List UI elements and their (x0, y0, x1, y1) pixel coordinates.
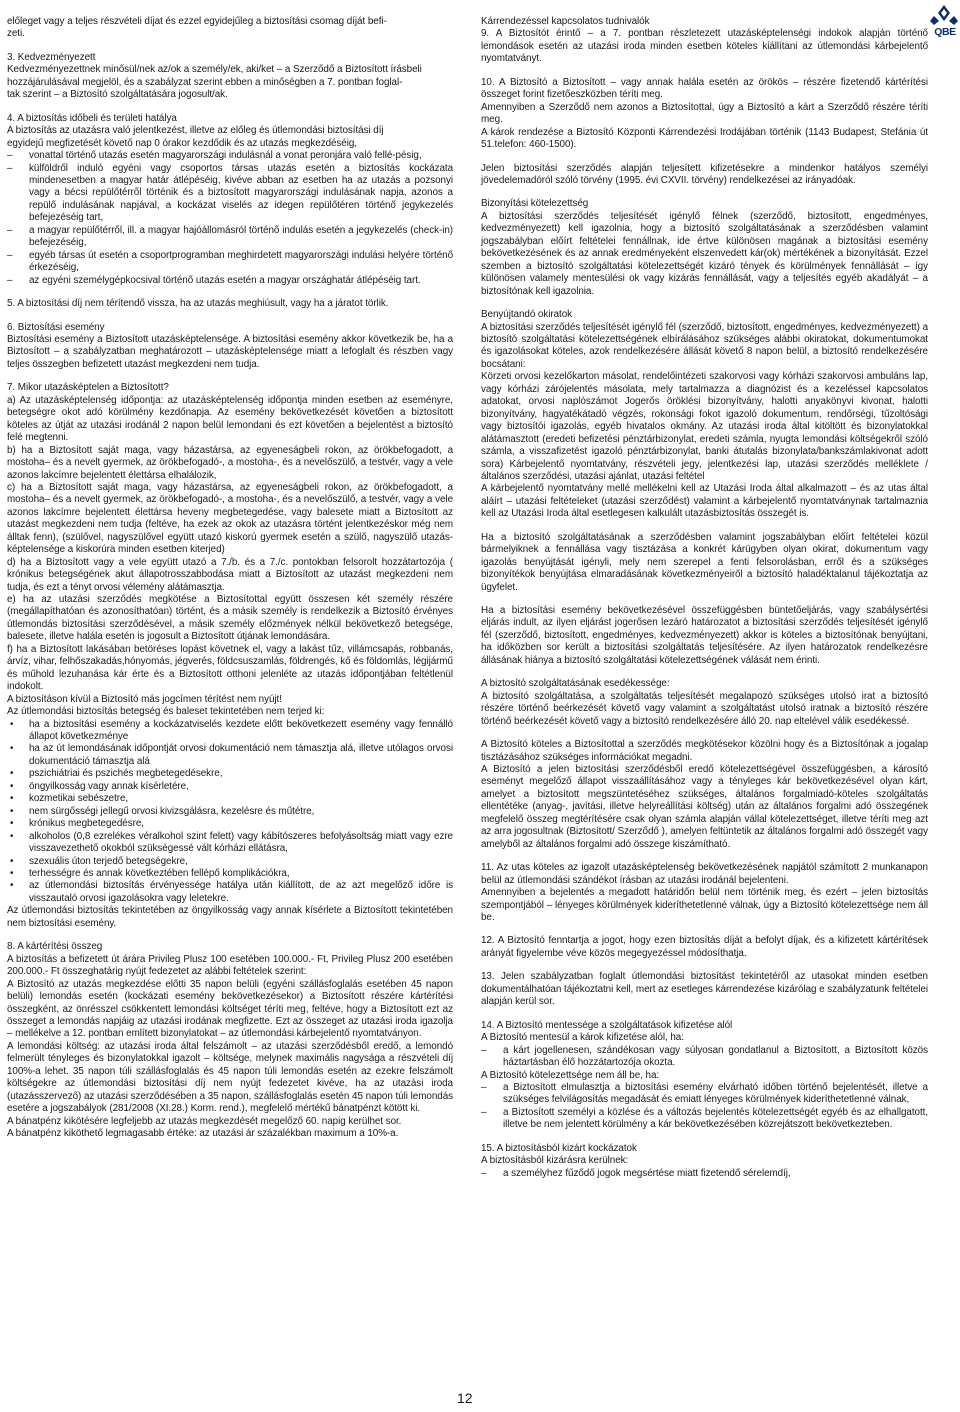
section-4-line: egyidejű megfizetését követő nap 0 órakor kezdődik és az utazás megkezdéséig, (7, 137, 357, 149)
section-7-item: c) ha a Biztosított saját maga, vagy házastársa, az egyeneságbeli rokon, az örökbefogadott, a mostoha– és a nevelt gyermek, az örökbefogadó-, a mostoha-, és a nevelőszülő, a testvér, vagy a vele azonos lakcímre bejelentett élettársa heveny megbetegedése, vagy balesete miatt a Biztosított az utazást megkezdeni nem tudja (feltéve, ha ezek az okok az utazásra történt jelentkezéskor még nem álltak fenn), (szülővel, nagyszülővel együtt utazó kiskorú gyermek esetén a szülő, nagyszülő utazás-képtelensége a kiskorúra minden esetben kiterjed) (7, 481, 453, 556)
section-11-para: Amennyiben a bejelentés a megadott határidőn belül nem történik meg, és ezért – jelen biztosítás szempontjából – lényeges körülmények kideríthetetlenné válnak, úgy a Biztosító kötelezettsége nem áll be. (481, 887, 928, 923)
section-14-list-2 (481, 1082, 928, 1132)
documents-para: A kárbejelentő nyomtatvány mellé mellékelni kell az Utazási Iroda által alkalmazott – és az utas által aláírt – utazási feltételeket (utazási szerződést) valamint a kárbejelentő nyomtatványnak tartalmaznia kell az Utazási Iroda által esetlegesen kalkulált utazásbiztosítás összegét is. (481, 483, 928, 520)
section-8 (7, 941, 453, 1140)
exclusions (7, 694, 453, 931)
exclusions-title: Az útlemondási biztosítás betegség és baleset tekintetében nem terjed ki: (7, 706, 325, 718)
page-number: 12 (457, 1390, 473, 1406)
documents-para: Körzeti orvosi kezelőkarton másolat, rendelőintézeti szakorvosi vagy kórházi szakorvosi ambuláns lap, vagy kórházi zárójelentés másolata, mely tartalmazza a diagnózist és a kezeléssel kapcsolatos adatokat, orvosi naplószámot Jogerős öröklési bizonyítvány, halotti anyakönyvi kivonat, halotti bizonyítvány, hagyatékátadó végzés, rokonsági fokot igazoló dokumentum, rendőrségi, tűzoltósági vagy biztosítói igazolás, egyéb hivatalos okmány. Az utazási iroda által kitöltött és bizonylatokkal alátámasztott (eredeti befizetési pénztárbizonylat, eredeti számla, nyugta lemondási költségekről szóló számla, a visszafizetést igazoló pénztárbizonylat, banki átutalás bizonylata/bankszámlakivonat adott sora) Kárbejelentő nyomtatvány, részvételi jegy, jelentkezési lap, utazási szerződés melléklete / általános szerződési, utazási ajánlat, utazási feltétel (481, 371, 928, 482)
section-4-title: 4. A biztosítás időbeli és területi hatálya (7, 112, 177, 124)
list-item: – a magyar repülőtérről, ill. a magyar hajóállomásról történő indulás esetén a jegykezelés (check-in) befejezéséig, (7, 225, 453, 250)
section-14 (481, 1020, 928, 1132)
list-item: • terhességre és annak következtében fellépő komplikációkra, (7, 868, 453, 880)
proof-title: Bizonyítási kötelezettség (481, 198, 589, 210)
tax-law-note: Jelen biztosítási szerződés alapján teljesített kifizetésekre a mindenkor hatályos személyi jövedelemadóról szóló törvény (1995. évi CXVII. törvény) rendelkezései az irányadóak. (481, 162, 928, 186)
claims-title: Kárrendezéssel kapcsolatos tudnivalók (481, 16, 650, 27)
list-item: – az egyéni személygépkocsival történő utazás esetén a magyar országhatár átlépéséig tart. (7, 275, 453, 287)
section-14-title: 14. A Biztosító mentessége a szolgáltatások kifizetése alól (481, 1019, 733, 1031)
section-7-item: e) ha az utazási szerződés megkötése a Biztosítottal együtt összesen két személy részére (megállapíthatóan és azonosíthatóan) történt, és a másik személy is rendelkezik a Biztosító érvényes útlemondás biztosítási szerződésével, a másik személy előzmények nélkül bekövetkező betegsége, balesete, illetve halála esetén is jogosult a Biztosított útjának lemondására. (7, 594, 453, 643)
section-6-title: 6. Biztosítási esemény (7, 321, 105, 333)
section-3-line: Kedvezményezettnek minősül/nek az/ok a személy/ek, aki/ket – a Szerződő a Biztosított írásbeli (7, 64, 422, 76)
due-body: A biztosító szolgáltatása, a szolgáltatás teljesítését megalapozó szükséges utolsó irat a biztosító részére történő beérkezését követő vagy valamint a szolgáltatást utolsó iratnak a biztosító részére történő beérkezését követő vagy a biztosító rendelkezésére álló 20. nap eltelével válik esedékessé. (481, 690, 928, 727)
section-6 (7, 322, 453, 372)
section-3-line: tak szerint – a Biztosító szolgáltatására jogosult/ak. (7, 89, 228, 101)
section-8-title: 8. A kártérítési összeg (7, 941, 103, 953)
list-item: – a személyhez fűződő jogok megsértése miatt fizetendő sérelemdíj, (481, 1168, 928, 1180)
section-13: 13. Jelen szabályzatban foglalt útlemondási biztosítást tekintetéről az utasokat minden esetben dokumentálhatóan tájékoztatni kell, mert az esetleges kárrendezése kizárólag e szabályzatunk feltételei alapján kerül sor. (481, 971, 928, 1008)
due-title: A biztosító szolgáltatásának esedékessége: (481, 678, 670, 690)
section-11-para: 11. Az utas köteles az igazolt utazásképtelenség bekövetkezésének napjától számított 2 munkanapon belül az útlemondási szándékot írásban az utazási irodánál bejelenteni. (481, 862, 928, 886)
list-item: • ha az út lemondásának időpontját orvosi dokumentáció nem támasztja alá, illetve utólagos orvosi dokumentáció támasztja alá (7, 743, 453, 768)
documents-extra-para: Ha a biztosítási esemény bekövetkezésével összefüggésben büntetőeljárás, vagy szabálysértési eljárás indult, az ilyen eljárást jogerősen lezáró határozatot a biztosítási szerződés teljesítését igénylő fél (szerződő, biztosított, engedményes, kedvezményezett) akkor is köteles a biztosítónak benyújtani, ha időközben sor került a biztosítási szolgáltatás teljesítésére. Az ilyen határozatok rendelkezésre állásának hiánya a biztosító szolgáltatási kötelezettségének válását nem érinti. (481, 605, 928, 666)
section-7 (7, 382, 453, 693)
section-3 (7, 52, 453, 102)
list-item: – egyéb társas út esetén a csoportprogramban meghirdetett magyarországi indulási helyére történő érkezéséig, (7, 250, 453, 275)
section-15-title: A biztosításból kizárásra kerülnek: (481, 1155, 629, 1167)
section-10-para: A károk rendezése a Biztosító Központi Kárrendezési Irodájában történik (1143 Budapest, Stefánia út 51.telefon: 460-1500). (481, 126, 928, 151)
list-item: – a Biztosított elmulasztja a biztosítási esemény elvárható időben történő bejelentését, illetve a szükséges felvilágosítás megadását és emiatt lényeges körülmények kideríthetetlenné válnak, (481, 1082, 928, 1107)
list-item: • kozmetikai sebészetre, (7, 793, 453, 805)
section-4-line: A biztosítás az utazásra való jelentkezést, illetve az előleg és útlemondási biztosítási díj (7, 125, 384, 137)
list-item: – a Biztosított személyi a közlése és a változás bejelentés kötelezettségét egyéb és az elhallgatott, illetve be nem jelentett körülmény a kár bekövetkezésében közrejátszott bekövetkezteben. (481, 1107, 928, 1132)
inquiry-para: A Biztosító köteles a Biztosítottal a szerződés megkötésekor közölni hogy és a Biztosítónak a jogalap tisztázásához szükséges információkat megadni. (481, 739, 928, 763)
section-8-para: A Biztosító az utazás megkezdése előtti 35 napon belüli (egyéni szállásfoglalás esetében 45 napon belüli) lemondás esetén (kockázati esemény bekövetkezésekor) a Biztosított részére kártérítési összegként, az önrésszel csökkentett lemondási költséget téríti meg, feltéve, hogy a Biztosított ezt az összeget a lemondás napjáig az utazási irodának megfizette. Ezt az összeget az utazási iroda igazolja – mellékelve a 12. pontban említett bizonylatokat – az útlemondási kárbejelentő nyomtatványon. (7, 978, 453, 1040)
list-item: – a kárt jogellenesen, szándékosan vagy súlyosan gondatlanul a Biztosított, a Biztosított közös háztartásban élő hozzátartozója okozta. (481, 1045, 928, 1070)
qbe-logo (930, 4, 958, 38)
list-item: • ha a biztosítási esemény a kockázatviselés kezdete előtt bekövetkezett esemény vagy fennálló állapot következménye (7, 719, 453, 744)
proof-body: A biztosítási szerződés teljesítését igénylő félnek (szerződő, biztosított, engedményes, kedvezményezett) kell igazolnia, hogy a biztosító szolgáltatásának a szerződésben valamint jogszabályban előírt feltételei fennállnak, ide értve különösen magának a biztosítási esemény bekövetkezésének és az annak eredményeként elszenvedett kár(ok) mértékének a bizonyítását. Ezzel szemben a biztosító szolgáltatási kötelezettségét kizáró tények és körülmények fennállását – így különösen valamely mentesülési ok vagy kizárás fennállását, vagy a teljesítés egyéb akadályát – a biztosítónak kell igazolnia. (481, 210, 928, 297)
section-7-item: a) Az utazásképtelenség időpontja: az utazásképtelenség időpontja minden esetben az eseményre, betegségre okot adó körülmény kezdőnapja. Az esemény bekövetkezését követően a biztosított köteles az útját az utazási irodánál 2 napon belül lemondani és ezt követően a bejelentést a biztosító felé megtenni. (7, 394, 453, 444)
section-10-para: Amennyiben a Szerződő nem azonos a Biztosítottal, úgy a Biztosító a kárt a Szerződő részére téríti meg. (481, 101, 928, 126)
exclusions-title: A biztosításon kívül a Biztosító más jogcímen térítést nem nyújt! (7, 693, 282, 705)
list-item: – vonattal történő utazás esetén magyarországi indulásnál a vonat peronjára való fellé-pésig, (7, 150, 453, 162)
list-item: • szexuális úton terjedő betegségekre, (7, 856, 453, 868)
section-6-body: Biztosítási esemény a Biztosított utazásképtelensége. A biztosítási esemény akkor következik be, ha a Biztosított – a szabályzatban meghatározott – utazásképtelensége miatt a lefoglalt és részben vagy teljes összegben befizetett utazást megkezdeni nem tudja. (7, 333, 453, 370)
documents-para: A biztosítási szerződés teljesítését igénylő fél (szerződő, biztosított, engedményes, kedvezményezett) a biztosító szolgáltatási kötelezettségének elbírálásához szükséges alábbi okiratokat, dokumentumokat és igazolásokat köteles, azok rendelkezésére állását követő 8 napon belül, a biztosító rendelkezésére bocsátani: (481, 321, 928, 370)
section-11 (481, 862, 928, 924)
section-8-para: A biztosítás a befizetett út árára Privileg Plusz 100 esetében 100.000.- Ft, Privileg Plusz 200 esetében 200.000.- Ft összeghatárig nyújt fedezetet az alábbi feltételek szerint: (7, 953, 453, 978)
section-4-list (7, 150, 453, 287)
section-5: 5. A biztosítási díj nem térítendő vissza, ha az utazás meghiúsult, vagy ha a járatot törlik. (7, 298, 389, 310)
section-15-title: 15. A biztosításból kizárt kockázatok (481, 1142, 637, 1154)
list-item: • nem sürgősségi jellegű orvosi kivizsgálásra, kezelésre és műtétre, (7, 806, 453, 818)
section-14-title: A Biztosító mentesül a károk kifizetése alól, ha: (481, 1032, 684, 1044)
section-4 (7, 113, 453, 287)
vat-para: A Biztosító a jelen biztosítási szerződésből eredő kötelezettségével összefüggésben, a károsító eseményt megelőző állapot visszaállításához vagy a tényleges kár bekövetkezésével olyan kárt, amelyet a biztosított megszüntetéséhez szükséges, általános forgalmiadó-köteles szolgáltatás ellentétéke (anyag-, javítási, illetve helyreállítási költség) után az általános forgalmi adó összegének megfelelő összeg megtérítésére csak olyan számla alapján vállal kötelezettséget, illetve téríti meg azt az arra jogosultnak (Biztosított/ Szerződő ), amelyen feltüntetik az általános forgalmi adó összegét vagy amelyből az általános forgalmi adó összege kiszámítható. (481, 764, 928, 850)
intro-section (7, 16, 453, 41)
section-7-item: d) ha a Biztosított vagy a vele együtt utazó a 7./b. és a 7./c. pontokban felsorolt hozzátartozója ( krónikus betegségének akut állapotrosszabbodása miatt a Biztosított az utazást megkezdeni nem tudja, és ezt a tényt orvosi vélemény alátámasztja. (7, 556, 453, 593)
section-3-line: hozzájárulásával megjelöl, és a szabályzat szerint ebben a minőségben a 7. pontban foglal- (7, 76, 403, 88)
section-7-item: b) ha a Biztosított saját maga, vagy házastársa, az egyeneságbeli rokon, az örökbefogadott, a mostoha– és a nevelt gyermek, az örökbefogadó-, a mostoha-, és a nevelőszülő, a testvér, vagy a vele azonos lakcímre bejelentett élettársa elhalálozik, (7, 444, 453, 481)
list-item: • alkoholos (0,8 ezrelékes véralkohol szint felett) vagy kábítószeres befolyásoltság miatt vagy ezre visszavezethető okokból szükségessé vált kórházi ellátásra, (7, 831, 453, 856)
right-column (481, 16, 928, 1180)
section-14-mid: A Biztosító kötelezettsége nem áll be, ha: (481, 1069, 660, 1081)
list-item: • krónikus megbetegedésre, (7, 818, 453, 830)
intro-line: előleget vagy a teljes részvételi díjat és ezzel egyidejűleg a biztosítási csomag díját befi- (7, 16, 387, 27)
section-7-title: 7. Mikor utazásképtelen a Biztosított? (7, 382, 169, 394)
list-item: • az útlemondási biztosítás érvényessége hatálya után kiállított, de az azt megelőző időre is visszautaló orvosi igazolásokra vagy leletekre. (7, 880, 453, 905)
section-12: 12. A Biztosító fenntartja a jogot, hogy ezen biztosítás díját a befolyt díjak, és a kifizetett kártérítések arányát figyelembe véve közös megegyezéssel módosíthatja. (481, 935, 928, 959)
section-15-list (481, 1168, 928, 1180)
documents-section (481, 309, 928, 521)
section-8-para: A bánatpénz kiköthető legmagasabb értéke: az utazási ár százalékban maximum a 10%-a. (7, 1128, 399, 1140)
documents-extra-para: Ha a biztosító szolgáltatásának a szerződésben valamint jogszabályban előírt feltételei közül bármelyiknek a fennállása vagy tisztázása a konkrét kárügyben olyan okirat, dokumentum vagy igazolás benyújtását igényli, mely nem szerepel a fenti felsorolásban, erről és a szükséges bizonyítékok benyújtása elmaradásának következményeiről a biztosító haladéktalanul tájékoztatja az ügyfelet. (481, 531, 928, 593)
qbe-logo-mark-icon (930, 4, 958, 26)
list-item: – külföldről induló egyéni vagy csoportos társas utazás esetén a biztosítás kockázata mindenesetben a magyar határ átlépéséig, kivéve abban az esetben ha az utazás a pozsonyi vagy a bécsi repülőtérről történik és a biztosított magyarországi indulásának napja, azonos a repülő indulásának napjával, a kockázat viselés az idegen repülőtéren történő jegykezelés befejezéséig tart, (7, 163, 453, 225)
left-column (7, 16, 453, 1141)
intro-line: zeti. (7, 28, 25, 40)
section-8-para: A lemondási költség: az utazási iroda által felszámolt – az utazási szerződésből eredő, a lemondó felmerült tényleges és bizonylatokkal igazolt – költsége, melynek maximális nagysága a részvételi díj 100%-a lehet. 35 napon túli szállásfoglalás és 45 napon túli lemondás esetén az ezekre felszámolt költségekre az útlemondási biztosítási díj nem nyújt fedezetet kivéve, ha az utazási iroda (utazásszervező) az utazási szerződésében a 35 napon, szállásfoglalás esetén 45 napon túli lemondás esetére a jogszabályok (281/2008 (XI.28.) Korm. rend.), megfelelő mértékű bánatpénzt kötött ki. (7, 1040, 453, 1115)
section-10-para: 10. A Biztosító a Biztosított – vagy annak halála esetén az örökös – részére fizetendő kártérítési összeget forint fizetőeszközben téríti meg. (481, 76, 928, 101)
section-3-title: 3. Kedvezményezett (7, 51, 96, 63)
section-8-para: A bánatpénz kikötésére legfeljebb az utazás megkezdését megelőző 60. napig kerülhet sor. (7, 1115, 402, 1127)
due-section (481, 678, 928, 728)
proof-section (481, 198, 928, 298)
section-10 (481, 77, 928, 152)
section-7-item: f) ha a Biztosított lakásában betöréses lopást követnek el, vagy a lakást tűz, villámcsapás, robbanás, árvíz, vihar, felhőszakadás,hónyomás, jégverés, földcsuszamlás, földrengés, kő és földomlás, légijármű és műhold lezuhanása kár érte és a Biztosított otthoni jelenléte az utazás időpontjában feltétlenül indokolt. (7, 643, 453, 693)
section-14-list (481, 1045, 928, 1070)
section-15 (481, 1143, 928, 1180)
list-item: • öngyilkosság vagy annak kísérletére, (7, 781, 453, 793)
section-9 (481, 16, 928, 66)
list-item: • pszichiátriai és pszichés megbetegedésekre, (7, 768, 453, 780)
exclusions-list (7, 719, 453, 906)
section-9-body: 9. A Biztosítót érintő – a 7. pontban részletezett utazásképtelenségi indokok alapján történő lemondások esetén az utazási iroda minden esetben köteles kiállítani az útlemondási kárbejelentő nyomtatványt. (481, 28, 928, 65)
logo-text: QBE (934, 26, 956, 38)
documents-title: Benyújtandó okiratok (481, 309, 573, 321)
exclusions-closing: Az útlemondási biztosítás tekintetében az öngyilkosság vagy annak kísérlete a Biztosított tekintetében nem biztosítási esemény. (7, 905, 453, 929)
